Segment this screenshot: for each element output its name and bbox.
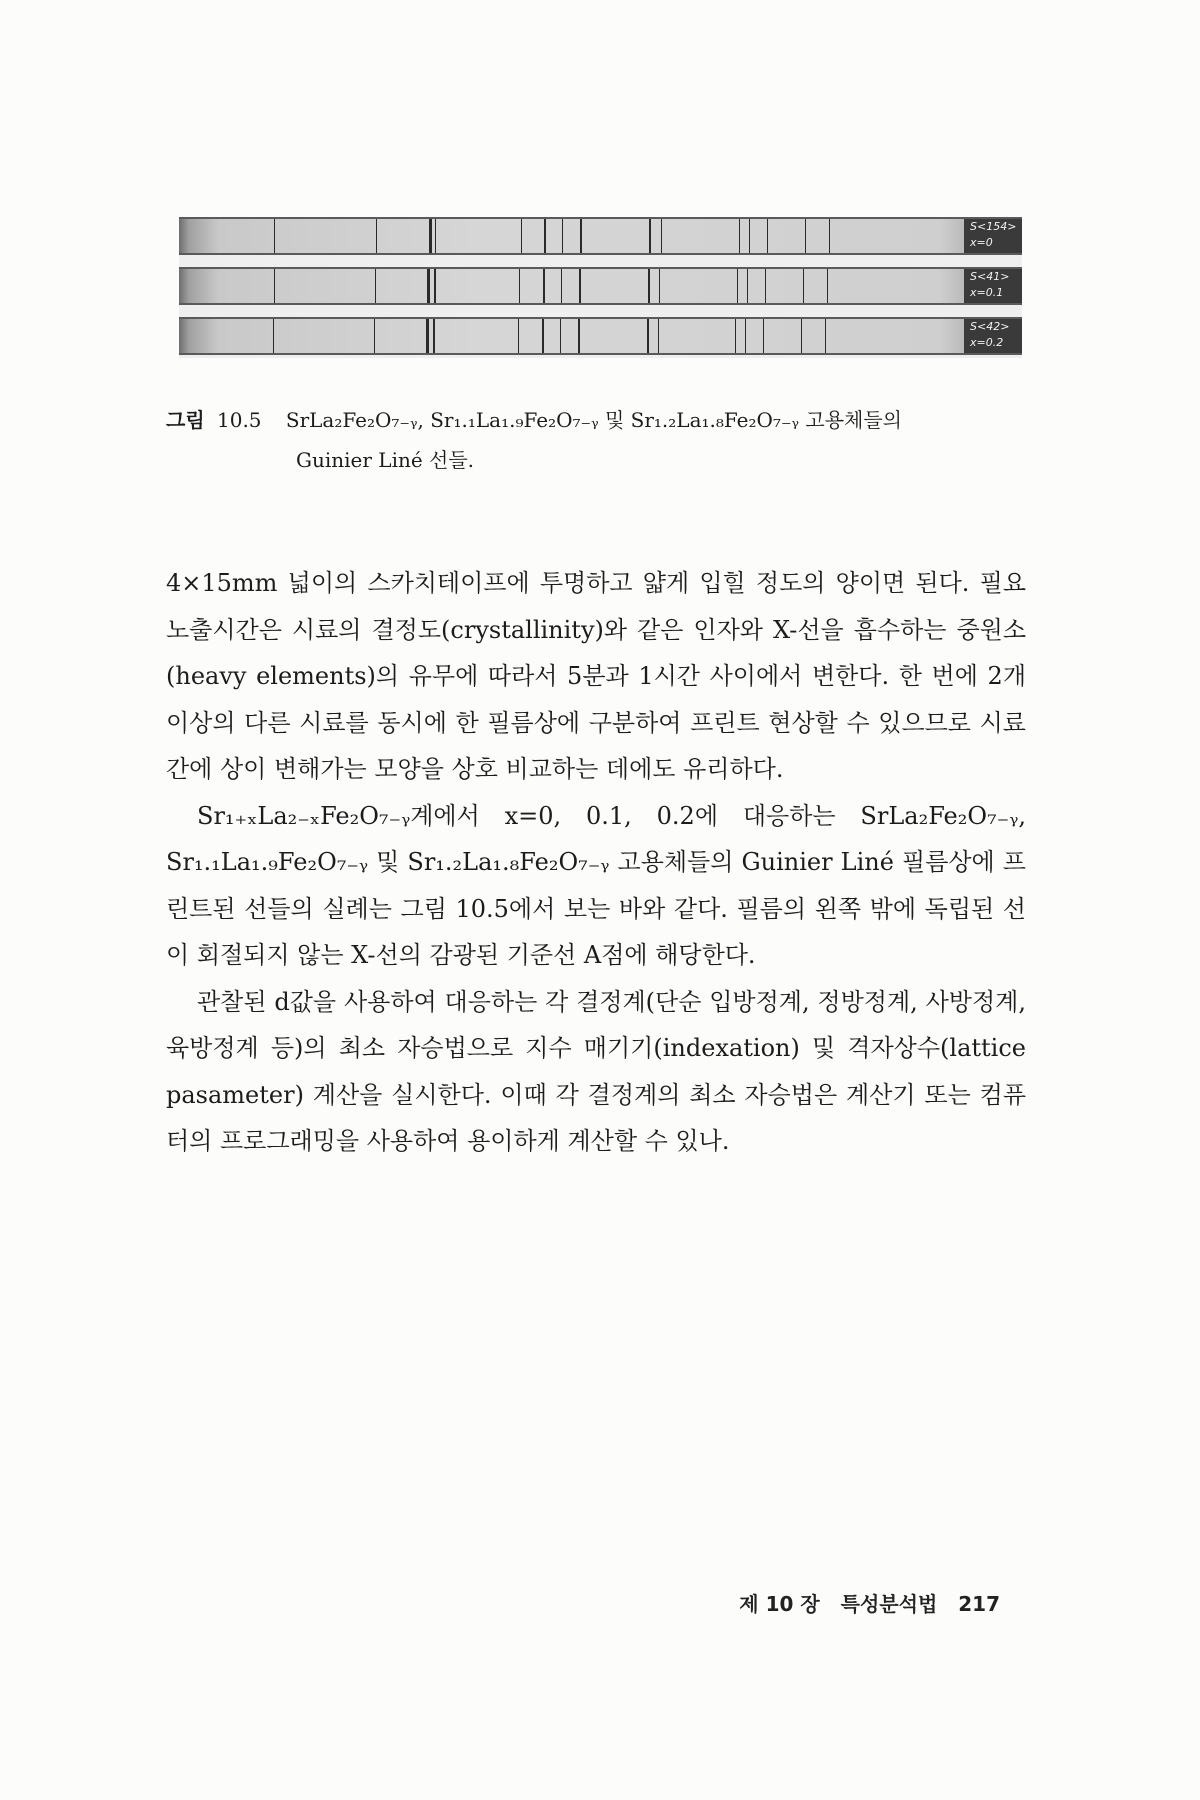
caption-label: 그림 <box>166 408 205 432</box>
chapter-label: 제 10 장 <box>739 1592 820 1616</box>
paragraph: Sr₁₊ₓLa₂₋ₓFe₂O₇₋ᵧ계에서 x=0, 0.1, 0.2에 대응하는 SrLa₂Fe₂O₇₋ᵧ, Sr₁.₁La₁.₉Fe₂O₇₋ᵧ 및 Sr₁.₂La₁.₈Fe₂O₇₋ᵧ 고용체들의 Guinier Liné 필름상에 프린트된 선들의 실례는 그림 10.5에서 보는 바와 같다. 필름의 왼쪽 밖에 독립된 선이 회절되지 않는 X-선의 감광된 기준선 A점에 해당한다. <box>166 801 1026 969</box>
guinier-film-figure <box>179 217 1022 358</box>
page-footer <box>739 1588 1000 1617</box>
strip-label: S<41> x=0.1 <box>964 269 1022 303</box>
strip-label: S<154> x=0 <box>964 219 1022 253</box>
paragraph: 4×15mm 넓이의 스카치테이프에 투명하고 얇게 입힐 정도의 양이면 된다. 필요노출시간은 시료의 결정도(crystallinity)와 같은 인자와 X-선을 흡수하는 중원소(heavy elements)의 유무에 따라서 5분과 1시간 사이에서 변한다. 한 번에 2개 이상의 다른 시료를 동시에 한 필름상에 구분하여 프린트 현상할 수 있으므로 시료간에 상이 변해가는 모양을 상호 비교하는 데에도 유리하다. <box>166 569 1026 783</box>
film-strip <box>179 217 1022 255</box>
caption-text: SrLa₂Fe₂O₇₋ᵧ, Sr₁.₁La₁.₉Fe₂O₇₋ᵧ 및 Sr₁.₂La₁.₈Fe₂O₇₋ᵧ 고용체들의 <box>285 408 902 432</box>
strip-label: S<42> x=0.2 <box>964 319 1022 353</box>
page-number: 217 <box>958 1592 1000 1616</box>
caption-line-2: Guinier Liné 선들. <box>296 448 475 472</box>
body-text <box>166 560 1026 1165</box>
caption-line-1 <box>166 400 1026 440</box>
caption-number: 10.5 <box>217 408 262 432</box>
film-strip <box>179 317 1022 355</box>
film-strip <box>179 267 1022 305</box>
chapter-title: 특성분석법 <box>840 1592 938 1616</box>
paragraph: 관찰된 d값을 사용하여 대응하는 각 결정계(단순 입방정계, 정방정계, 사방정계, 육방정계 등)의 최소 자승법으로 지수 매기기(indexation) 및 격자상수(lattice pasameter) 계산을 실시한다. 이때 각 결정계의 최소 자승법은 계산기 또는 컴퓨터의 프로그래밍을 사용하여 용이하게 계산할 수 있나. <box>166 987 1026 1155</box>
figure-caption <box>166 400 1026 480</box>
